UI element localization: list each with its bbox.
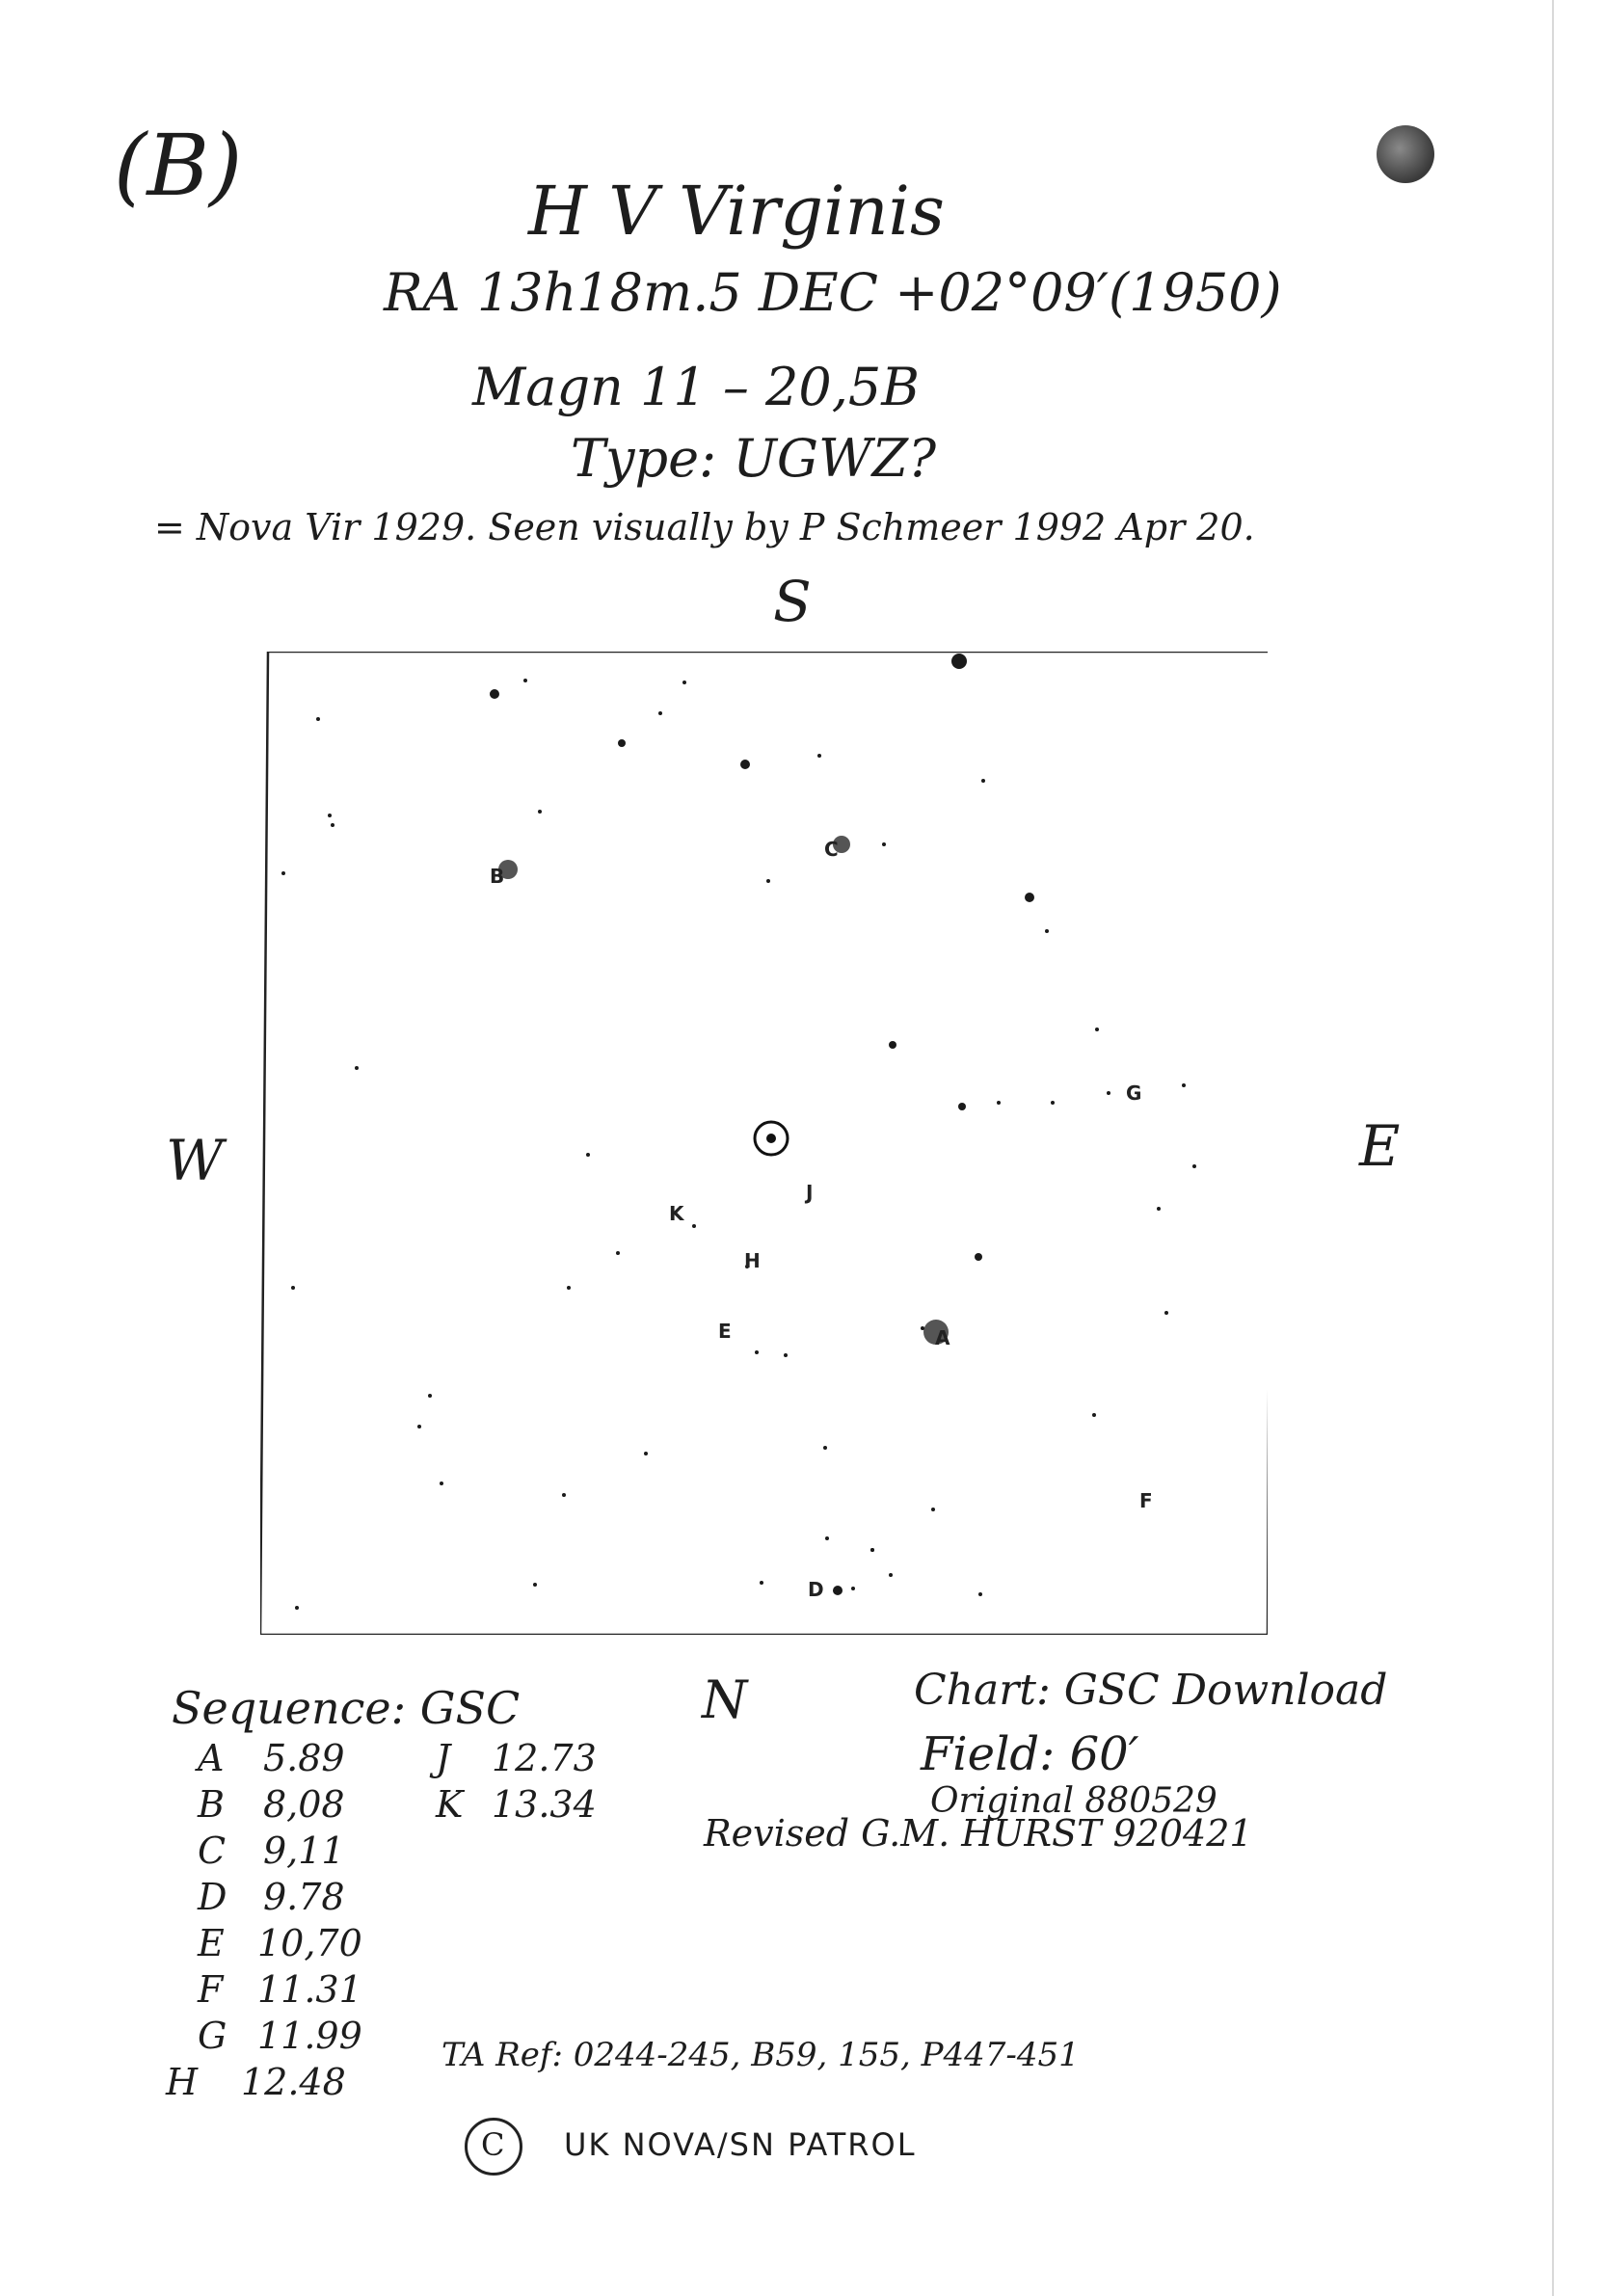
sequence-mag: 13.34: [492, 1783, 597, 1826]
field-star: [825, 1536, 829, 1540]
sequence-letter: B: [198, 1783, 225, 1826]
compass-north: N: [702, 1669, 748, 1730]
magnitude-range: Magn 11 – 20,5B: [472, 357, 920, 417]
ink-blot-mark: [1377, 125, 1434, 183]
field-star: [1182, 1083, 1186, 1087]
comp-label-h: H: [744, 1249, 761, 1272]
sequence-mag: 12.73: [492, 1737, 597, 1779]
star-chart: [260, 652, 1268, 1635]
sequence-letter: J: [436, 1737, 451, 1779]
field-star: [931, 1508, 935, 1511]
field-star: [562, 1493, 566, 1497]
field-star: [616, 1251, 620, 1255]
sequence-title: Sequence: GSC: [172, 1682, 521, 1734]
field-star: [921, 1326, 924, 1330]
field-star: [882, 842, 886, 846]
field-star: [538, 810, 542, 814]
field-star: [428, 1394, 432, 1398]
field-star: [981, 779, 985, 783]
field-star: [490, 689, 499, 699]
field-star: [692, 1224, 696, 1228]
field-star: [281, 871, 285, 875]
field-star: [1092, 1413, 1096, 1417]
field-star: [618, 739, 626, 747]
sequence-entry-c: [198, 1829, 345, 1872]
field-star: [1095, 1028, 1099, 1031]
field-star: [975, 1253, 982, 1261]
field-star: [760, 1581, 763, 1585]
sequence-letter: F: [198, 1968, 224, 2011]
field-star: [951, 654, 967, 669]
field-star: [1045, 929, 1049, 933]
comp-label-f: F: [1139, 1489, 1153, 1512]
field-star: [682, 681, 686, 684]
field-star: [1025, 893, 1034, 902]
sequence-mag: 5.89: [263, 1737, 345, 1779]
page-edge-line: [1552, 0, 1554, 2296]
comp-label-g: G: [1126, 1081, 1142, 1105]
field-star: [740, 760, 750, 769]
field-star: [291, 1286, 295, 1290]
field-star: [586, 1153, 590, 1157]
field-star: [851, 1587, 855, 1590]
sequence-entry-a: [198, 1737, 345, 1779]
chart-label-letter: (B): [114, 116, 243, 215]
field-star: [644, 1452, 648, 1455]
comp-label-b: B: [490, 865, 505, 888]
field-star: [766, 879, 770, 883]
sequence-mag: 11.31: [257, 1968, 362, 2011]
sequence-entry-e: [198, 1922, 362, 1964]
sequence-entry-b: [198, 1783, 345, 1826]
comp-label-a: A: [935, 1326, 950, 1349]
star-field: [260, 652, 1268, 1635]
field-star: [328, 814, 332, 817]
field-star: [870, 1548, 874, 1552]
field-star: [316, 717, 320, 721]
reference: TA Ref: 0244-245, B59, 155, P447-451: [441, 2036, 1080, 2074]
chart-frame: [260, 652, 1268, 1635]
comp-label-k: K: [669, 1202, 684, 1225]
field-star: [1192, 1164, 1196, 1168]
sequence-mag: 10,70: [257, 1922, 362, 1964]
sequence-letter: D: [198, 1876, 227, 1918]
field-star: [533, 1583, 537, 1587]
sequence-entry-f: [198, 1968, 362, 2011]
field-star: [523, 679, 527, 682]
sequence-mag: 9.78: [263, 1876, 345, 1918]
sequence-letter: E: [198, 1922, 225, 1964]
chart-source: Chart: GSC Download: [914, 1666, 1388, 1715]
field-star: [833, 1586, 843, 1595]
compass-east: E: [1359, 1113, 1401, 1179]
sequence-mag: 11.99: [257, 2015, 362, 2057]
chart-field: Field: 60′: [921, 1727, 1139, 1781]
variable-marker: [755, 1122, 788, 1155]
comp-label-d: D: [808, 1578, 824, 1601]
sequence-letter: H: [166, 2061, 199, 2103]
field-star: [958, 1103, 966, 1110]
field-star: [889, 1041, 896, 1049]
history-note: = Nova Vir 1929. Seen visually by P Schmeer 1992 Apr 20.: [154, 506, 1255, 548]
field-star: [417, 1425, 421, 1428]
sequence-letter: G: [198, 2015, 227, 2057]
field-star: [567, 1286, 571, 1290]
sequence-entry-j: [436, 1737, 597, 1779]
chart-original-date: Original 880529: [930, 1781, 1217, 1821]
star-name: H V Virginis: [528, 172, 945, 251]
field-star: [823, 1446, 827, 1450]
chart-revised: Revised G.M. HURST 920421: [704, 1812, 1253, 1855]
field-star: [784, 1353, 788, 1357]
comp-label-j: J: [806, 1181, 814, 1204]
field-stars: [281, 654, 1196, 1610]
field-star: [889, 1573, 893, 1577]
sequence-mag: 12.48: [241, 2061, 346, 2103]
field-star: [978, 1592, 982, 1596]
sequence-mag: 9,11: [263, 1829, 345, 1872]
sequence-letter: A: [198, 1737, 225, 1779]
field-star: [1164, 1311, 1168, 1315]
field-star: [817, 754, 821, 758]
compass-south: S: [773, 569, 812, 634]
field-star: [755, 1350, 759, 1354]
sequence-entry-d: [198, 1876, 345, 1918]
field-star: [997, 1101, 1001, 1105]
coordinates: RA 13h18m.5 DEC +02°09′(1950): [384, 262, 1282, 323]
field-star: [658, 711, 662, 715]
field-star: [1107, 1091, 1110, 1095]
comp-label-e: E: [718, 1320, 732, 1343]
sequence-mag: 8,08: [263, 1783, 345, 1826]
field-star: [1051, 1101, 1055, 1105]
field-star: [331, 823, 334, 827]
sequence-entry-k: [436, 1783, 597, 1826]
copyright-text: UK NOVA/SN PATROL: [564, 2126, 917, 2163]
copyright-icon: C: [465, 2118, 522, 2176]
variable-type: Type: UGWZ?: [571, 428, 937, 489]
field-star: [440, 1482, 443, 1485]
sequence-letter: K: [436, 1783, 464, 1826]
field-star: [295, 1606, 299, 1610]
field-star: [355, 1066, 359, 1070]
field-star: [1157, 1207, 1161, 1211]
sequence-entry-g: [198, 2015, 362, 2057]
sequence-entry-h: [166, 2061, 346, 2103]
comp-label-c: C: [824, 838, 839, 861]
sequence-letter: C: [198, 1829, 227, 1872]
compass-west: W: [166, 1128, 224, 1193]
